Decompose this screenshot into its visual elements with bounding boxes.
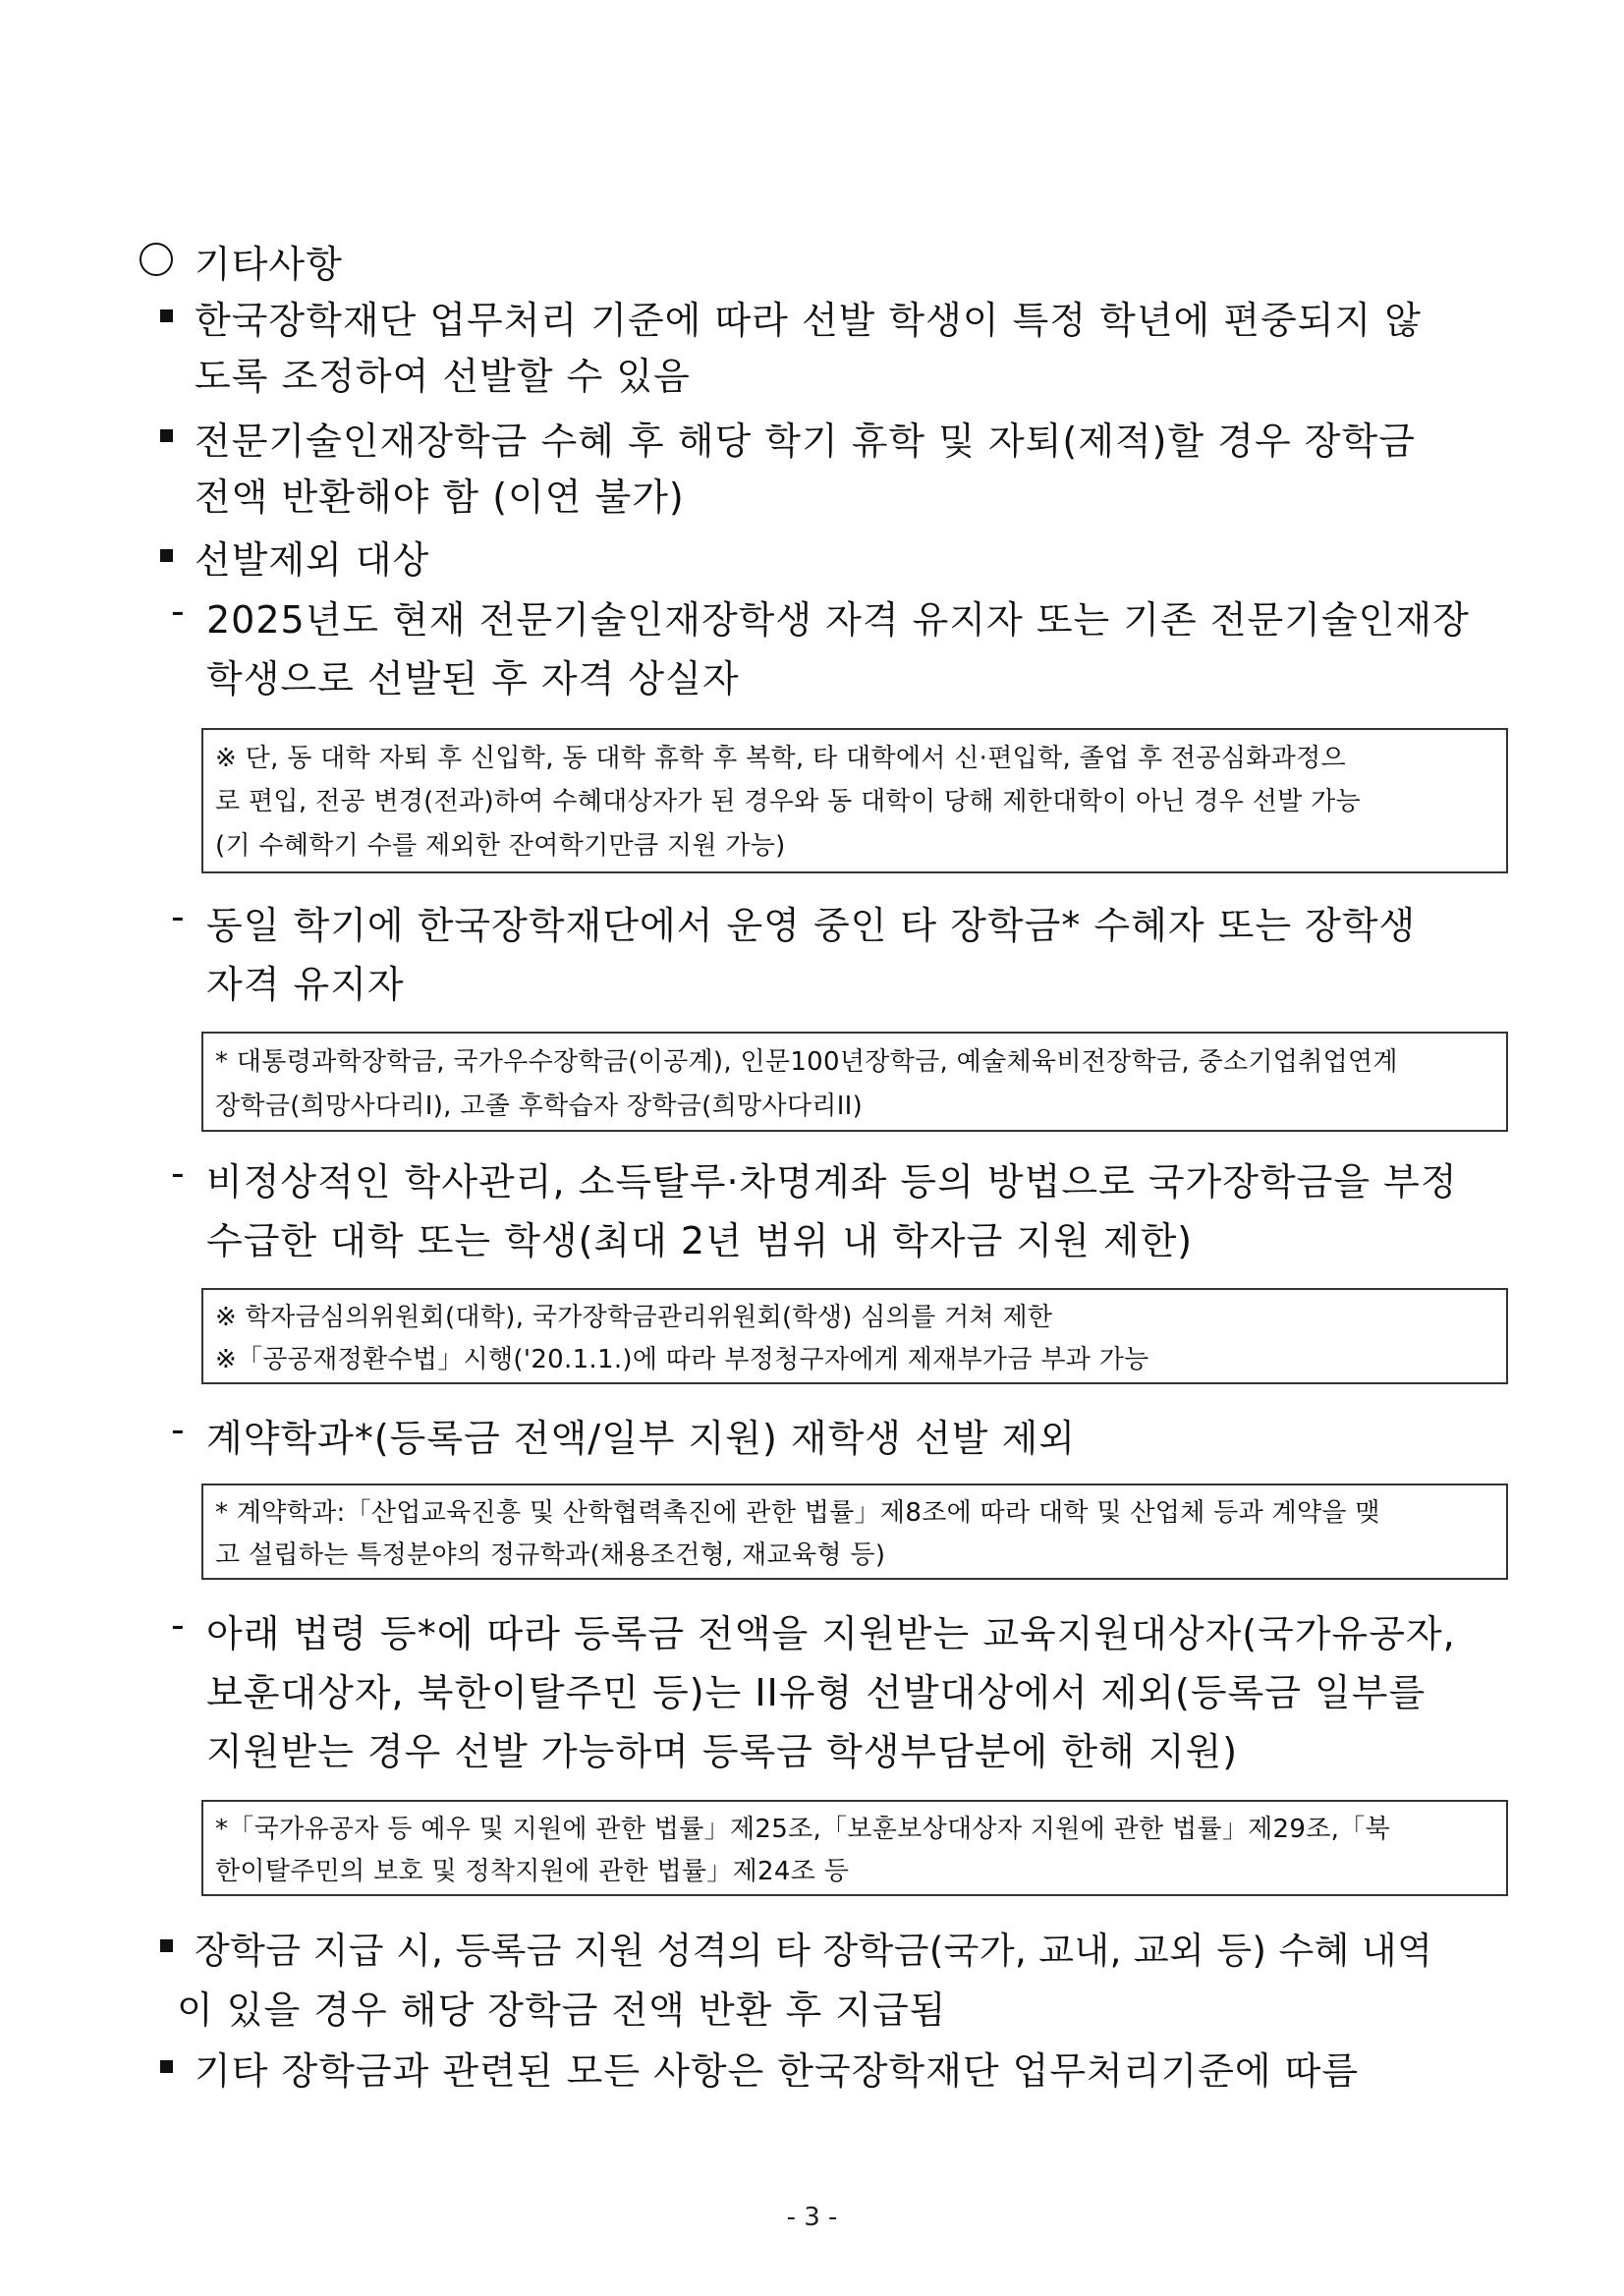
note-line: * 대통령과학장학금, 국가우수장학금(이공계), 인문100년장학금, 예술체육비전장학금, 중소기업취업연계	[215, 1047, 1398, 1077]
dash-bullet-icon: -	[171, 1151, 185, 1195]
note-line: ※「공공재정환수법」시행('20.1.1.)에 따라 부정청구자에게 제재부가금 부과 가능	[215, 1345, 1149, 1374]
dash-bullet-icon: -	[171, 1408, 185, 1451]
note-line: 로 편입, 전공 변경(전과)하여 수혜대상자가 된 경우와 동 대학이 당해 제한대학이 아닌 경우 선발 가능	[215, 787, 1361, 816]
sub-item-text-line: 동일 학기에 한국장학재단에서 운영 중인 타 장학금* 수혜자 또는 장학생	[206, 904, 1417, 947]
sub-item-text-line: 계약학과*(등록금 전액/일부 지원) 재학생 선발 제외	[206, 1417, 1077, 1460]
item-label: 선발제외 대상	[195, 538, 430, 582]
note-line: 고 설립하는 특정분야의 정규학과(채용조건형, 재교육형 등)	[215, 1540, 886, 1570]
dash-bullet-icon: -	[171, 895, 185, 938]
sub-item-text-line: 아래 법령 등*에 따라 등록금 전액을 지원받는 교육지원대상자(국가유공자,	[206, 1612, 1456, 1655]
note-box	[201, 1288, 1508, 1384]
square-bullet-icon	[160, 2060, 173, 2073]
item-text-line: 이 있을 경우 해당 장학금 전액 반환 후 지급됨	[177, 1988, 947, 2032]
note-box	[201, 1484, 1508, 1580]
sub-item-text-line: 비정상적인 학사관리, 소득탈루·차명계좌 등의 방법으로 국가장학금을 부정	[206, 1160, 1458, 1204]
note-box	[201, 728, 1508, 873]
dash-bullet-icon: -	[171, 589, 185, 633]
sub-item-text-line: 자격 유지자	[206, 963, 405, 1006]
item-text-line: 기타 장학금과 관련된 모든 사항은 한국장학재단 업무처리기준에 따름	[195, 2049, 1360, 2093]
note-line: *「국가유공자 등 예우 및 지원에 관한 법률」제25조,「보훈보상대상자 지원에 관한 법률」제29조,「북	[215, 1815, 1390, 1844]
item-text-line: 장학금 지급 시, 등록금 지원 성격의 타 장학금(국가, 교내, 교외 등) 수혜 내역	[195, 1930, 1433, 1972]
note-line: 장학금(희망사다리I), 고졸 후학습자 장학금(희망사다리II)	[215, 1092, 864, 1121]
note-line: (기 수혜학기 수를 제외한 잔여학기만큼 지원 가능)	[215, 831, 786, 861]
note-box	[201, 1800, 1508, 1896]
page-number: - 3 -	[786, 2203, 838, 2232]
sub-item-text-line: 지원받는 경우 선발 가능하며 등록금 학생부담분에 한해 지원)	[206, 1730, 1239, 1773]
note-line: ※ 학자금심의위원회(대학), 국가장학금관리위원회(학생) 심의를 거쳐 제한	[215, 1303, 1053, 1332]
square-bullet-icon	[160, 309, 173, 322]
sub-item-text-line: 수급한 대학 또는 학생(최대 2년 범위 내 학자금 지원 제한)	[206, 1219, 1194, 1262]
note-box	[201, 1032, 1508, 1132]
dash-bullet-icon: -	[171, 1603, 185, 1647]
section-heading: 기타사항	[195, 243, 343, 286]
item-text-line: 전액 반환해야 함 (이연 불가)	[195, 476, 685, 519]
sub-item-text-line: 학생으로 선발된 후 자격 상실자	[206, 657, 740, 700]
circle-bullet-icon	[140, 243, 173, 276]
square-bullet-icon	[160, 1939, 173, 1952]
item-text-line: 도록 조정하여 선발할 수 있음	[195, 355, 691, 398]
square-bullet-icon	[160, 429, 173, 442]
note-line: * 계약학과:「산업교육진흥 및 산학협력촉진에 관한 법률」제8조에 따라 대학 및 산업체 등과 계약을 맺	[215, 1498, 1380, 1528]
item-text-line: 전문기술인재장학금 수혜 후 해당 학기 휴학 및 자퇴(제적)할 경우 장학금	[195, 420, 1416, 463]
square-bullet-icon	[160, 549, 173, 562]
sub-item-text-line: 2025년도 현재 전문기술인재장학생 자격 유지자 또는 기존 전문기술인재장	[206, 598, 1470, 642]
sub-item-text-line: 보훈대상자, 북한이탈주민 등)는 II유형 선발대상에서 제외(등록금 일부를	[206, 1671, 1427, 1714]
note-line: ※ 단, 동 대학 자퇴 후 신입학, 동 대학 휴학 후 복학, 타 대학에서 신·편입학, 졸업 후 전공심화과정으	[215, 744, 1346, 773]
note-line: 한이탈주민의 보호 및 정착지원에 관한 법률」제24조 등	[215, 1857, 850, 1886]
item-text-line: 한국장학재단 업무처리 기준에 따라 선발 학생이 특정 학년에 편중되지 않	[195, 299, 1422, 342]
